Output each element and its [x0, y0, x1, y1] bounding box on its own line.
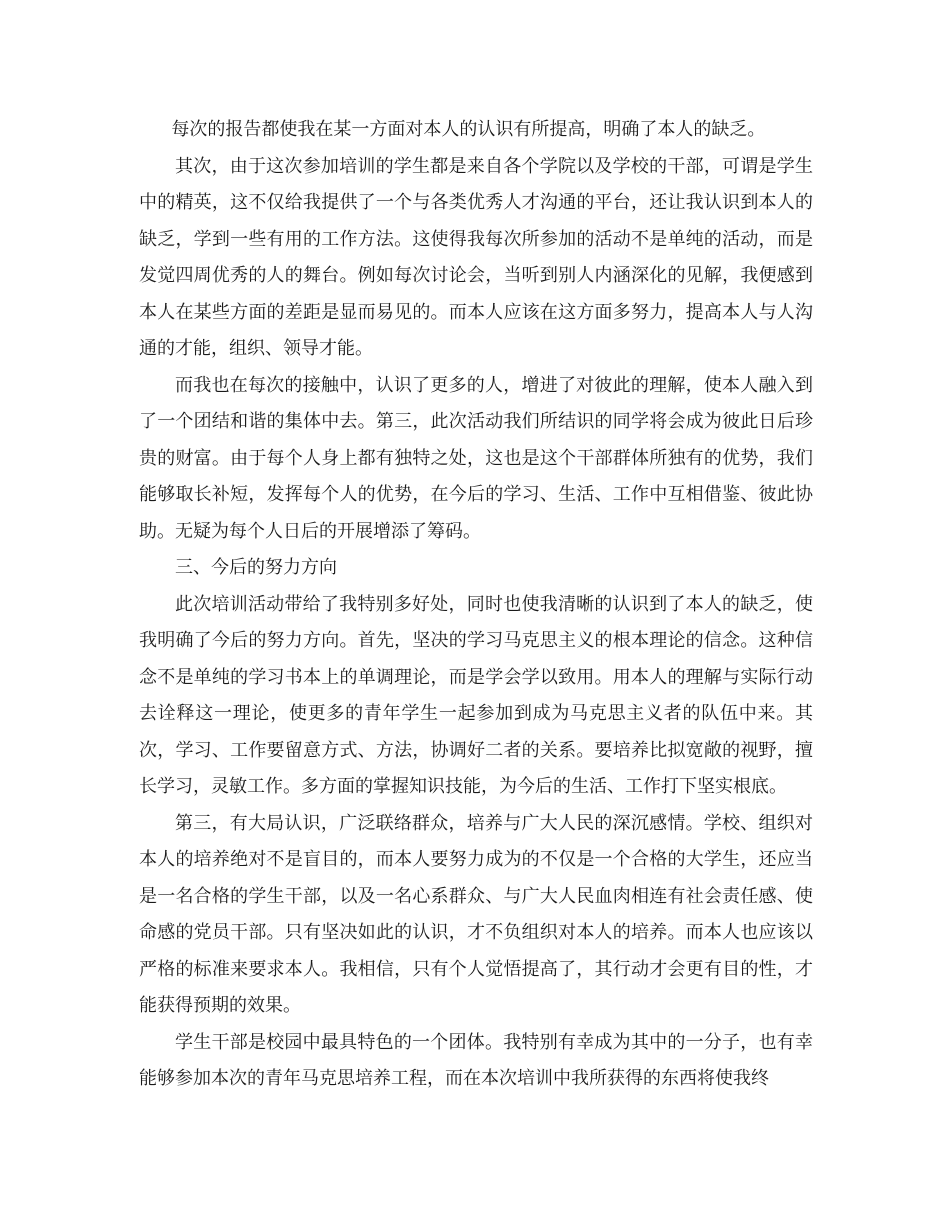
paragraph: 学生干部是校园中最具特色的一个团体。我特别有幸成为其中的一分子，也有幸能够参加本次的青年马克思培养工程，而在本次培训中我所获得的东西将使我终: [139, 1031, 813, 1089]
paragraph: 第三，有大局认识，广泛联络群众，培养与广大人民的深沉感情。学校、组织对本人的培养绝对不是盲目的，而本人要努力成为的不仅是一个合格的大学生，还应当是一名合格的学生干部，以及一名心系群众、与广大人民血肉相连有社会责任感、使命感的党员干部。只有坚决如此的认识，才不负组织对本人的培养。而本人也应该以严格的标准来要求本人。我相信，只有个人觉悟提高了，其行动才会更有目的性，才能获得预期的效果。: [139, 812, 813, 1016]
paragraph: 每次的报告都使我在某一方面对本人的认识有所提高，明确了本人的缺乏。: [171, 119, 766, 140]
paragraph: 其次，由于这次参加培训的学生都是来自各个学院以及学校的干部，可谓是学生中的精英，这不仅给我提供了一个与各类优秀人才沟通的平台，还让我认识到本人的缺乏，学到一些有用的工作方法。这使得我每次所参加的活动不是单纯的活动，而是发觉四周优秀的人的舞台。例如每次讨论会，当听到别人内涵深化的见解，我便感到本人在某些方面的差距是显而易见的。而本人应该在这方面多努力，提高本人与人沟通的才能，组织、领导才能。: [139, 155, 813, 359]
document-body: [139, 112, 813, 1098]
paragraph: 而我也在每次的接触中，认识了更多的人，增进了对彼此的理解，使本人融入到了一个团结和谐的集体中去。第三，此次活动我们所结识的同学将会成为彼此日后珍贵的财富。由于每个人身上都有独特之处，这也是这个干部群体所独有的优势，我们能够取长补短，发挥每个人的优势，在今后的学习、生活、工作中互相借鉴、彼此协助。无疑为每个人日后的开展增添了筹码。: [139, 374, 813, 542]
paragraph: 此次培训活动带给了我特别多好处，同时也使我清晰的认识到了本人的缺乏，使我明确了今后的努力方向。首先，坚决的学习马克思主义的根本理论的信念。这种信念不是单纯的学习书本上的单调理论，而是学会学以致用。用本人的理解与实际行动去诠释这一理论，使更多的青年学生一起参加到成为马克思主义者的队伍中来。其次，学习、工作要留意方式、方法，协调好二者的关系。要培养比拟宽敞的视野，擅长学习，灵敏工作。多方面的掌握知识技能，为今后的生活、工作打下坚实根底。: [139, 593, 813, 797]
section-heading: 三、今后的努力方向: [175, 557, 337, 578]
